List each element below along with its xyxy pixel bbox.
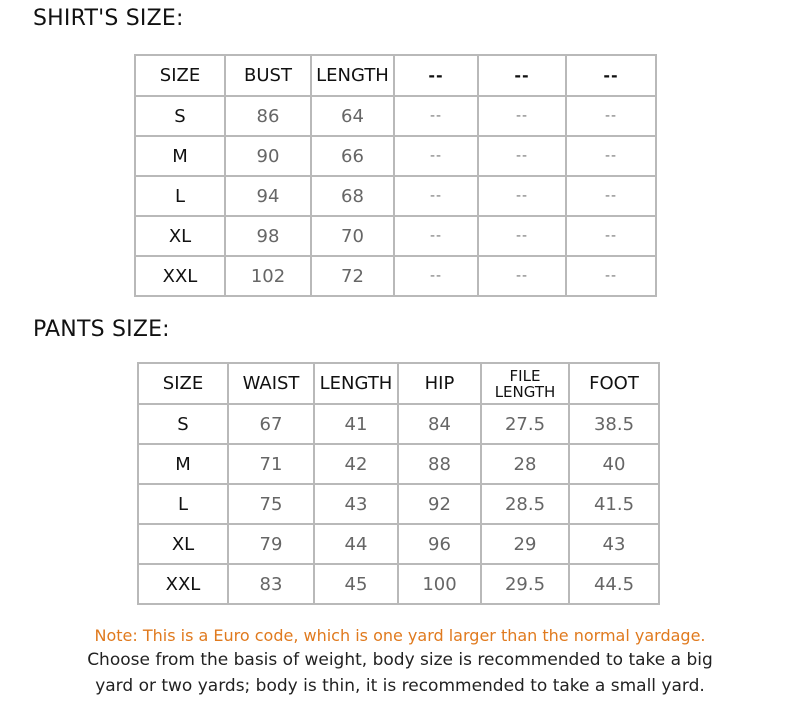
table-row [135,96,656,136]
size-label: M [138,444,228,484]
waist-value: 83 [228,564,314,604]
empty-value: -- [566,256,656,296]
length-value: 44 [314,524,398,564]
shirt-size-title: SHIRT'S SIZE: [33,6,184,31]
table-row [135,216,656,256]
foot-value: 43 [569,524,659,564]
size-label: XXL [135,256,225,296]
empty-value: -- [394,176,478,216]
header-size: SIZE [138,363,228,404]
header-placeholder: -- [566,55,656,96]
foot-value: 38.5 [569,404,659,444]
table-row [135,136,656,176]
file-length-value: 27.5 [481,404,569,444]
empty-value: -- [394,256,478,296]
file-length-value: 28 [481,444,569,484]
bust-value: 94 [225,176,311,216]
header-foot: FOOT [569,363,659,404]
foot-value: 41.5 [569,484,659,524]
table-header-row [135,55,656,96]
size-label: S [138,404,228,444]
length-value: 42 [314,444,398,484]
empty-value: -- [566,136,656,176]
waist-value: 71 [228,444,314,484]
empty-value: -- [566,176,656,216]
header-size: SIZE [135,55,225,96]
empty-value: -- [394,136,478,176]
pants-size-title: PANTS SIZE: [33,317,170,342]
empty-value: -- [566,216,656,256]
table-row [138,524,659,564]
hip-value: 88 [398,444,481,484]
file-length-value: 29.5 [481,564,569,604]
bust-value: 98 [225,216,311,256]
waist-value: 79 [228,524,314,564]
empty-value: -- [566,96,656,136]
bust-value: 102 [225,256,311,296]
length-value: 68 [311,176,394,216]
empty-value: -- [478,216,566,256]
bust-value: 90 [225,136,311,176]
header-length: LENGTH [311,55,394,96]
length-value: 45 [314,564,398,604]
table-row [135,176,656,216]
foot-value: 44.5 [569,564,659,604]
length-value: 64 [311,96,394,136]
empty-value: -- [478,176,566,216]
pants-size-table [137,362,660,605]
table-header-row [138,363,659,404]
size-label: S [135,96,225,136]
length-value: 66 [311,136,394,176]
size-label: L [138,484,228,524]
foot-value: 40 [569,444,659,484]
hip-value: 96 [398,524,481,564]
note-recommendation-line-2: yard or two yards; body is thin, it is recommended to take a small yard. [95,676,705,696]
file-length-value: 28.5 [481,484,569,524]
header-bust: BUST [225,55,311,96]
note-euro-code: Note: This is a Euro code, which is one yard larger than the normal yardage. [94,626,706,645]
size-label: XL [138,524,228,564]
table-row [138,564,659,604]
header-length: LENGTH [314,363,398,404]
size-label: XL [135,216,225,256]
header-waist: WAIST [228,363,314,404]
empty-value: -- [478,256,566,296]
header-hip: HIP [398,363,481,404]
length-value: 43 [314,484,398,524]
size-label: XXL [138,564,228,604]
hip-value: 84 [398,404,481,444]
note-recommendation-line-1: Choose from the basis of weight, body size is recommended to take a big [87,650,713,670]
length-value: 70 [311,216,394,256]
hip-value: 100 [398,564,481,604]
table-row [138,444,659,484]
empty-value: -- [394,216,478,256]
header-placeholder: -- [478,55,566,96]
hip-value: 92 [398,484,481,524]
table-row [138,484,659,524]
table-row [138,404,659,444]
shirt-size-table [134,54,657,297]
waist-value: 75 [228,484,314,524]
length-value: 72 [311,256,394,296]
size-label: L [135,176,225,216]
header-placeholder: -- [394,55,478,96]
waist-value: 67 [228,404,314,444]
empty-value: -- [394,96,478,136]
empty-value: -- [478,96,566,136]
length-value: 41 [314,404,398,444]
header-file-length: FILE LENGTH [481,363,569,404]
bust-value: 86 [225,96,311,136]
table-row [135,256,656,296]
file-length-value: 29 [481,524,569,564]
empty-value: -- [478,136,566,176]
size-label: M [135,136,225,176]
